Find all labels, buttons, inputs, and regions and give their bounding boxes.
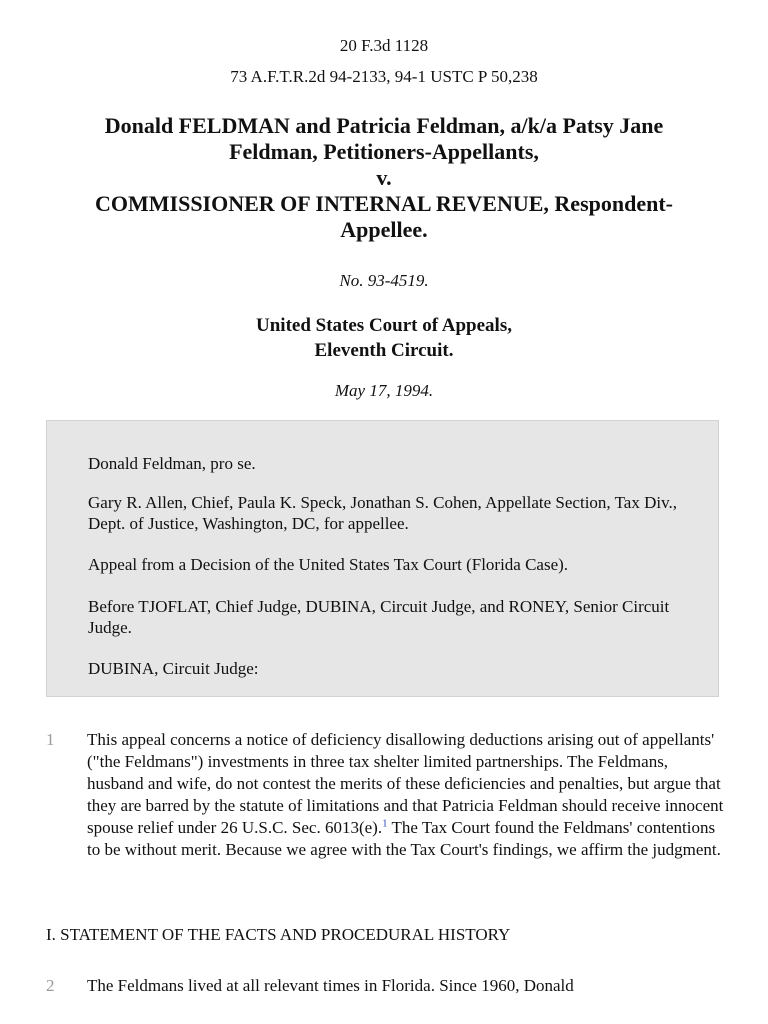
- paragraph-text: This appeal concerns a notice of deficiency disallowing deductions arising out of appellants' ("the Feldmans") investments in three tax shelter limited partnerships. The Feldmans, husband and wife, do not contest the merits of these deficiencies and penalties, but argue that they are barred by the statute of limitations and that Patricia Feldman should receive innocent spouse relief under 26 U.S.C. Sec. 6013(e).: [87, 730, 724, 837]
- prelims-author: DUBINA, Circuit Judge:: [88, 659, 259, 678]
- case-title-line: Feldman, Petitioners-Appellants,: [229, 139, 539, 164]
- case-title: [40, 113, 728, 243]
- court-name: [0, 313, 768, 363]
- case-title-line: v.: [376, 165, 392, 190]
- case-title-line: Donald FELDMAN and Patricia Feldman, a/k/a Patsy Jane: [104, 113, 664, 138]
- case-title-line: Appellee.: [340, 217, 428, 242]
- prelims-panel: Before TJOFLAT, Chief Judge, DUBINA, Circuit Judge, and RONEY, Senior Circuit Judge.: [88, 597, 670, 637]
- prelims-appellant-counsel: Donald Feldman, pro se.: [88, 454, 256, 473]
- paragraph-number: 2: [46, 976, 55, 995]
- opinion-paragraph: [87, 975, 727, 997]
- case-title-line: COMMISSIONER OF INTERNAL REVENUE, Respondent-: [95, 191, 673, 216]
- paragraph-text: The Feldmans lived at all relevant times in Florida. Since 1960, Donald: [87, 976, 574, 995]
- prelims-box: [46, 420, 719, 697]
- decision-date: May 17, 1994.: [334, 381, 434, 400]
- paragraph-text: The Tax Court found the Feldmans' contentions to be without merit. Because we agree with the Tax Court's findings, we affirm the judgment.: [87, 818, 721, 859]
- prelims-appeal-source: Appeal from a Decision of the United States Tax Court (Florida Case).: [88, 555, 569, 574]
- prelims-appellee-counsel: Gary R. Allen, Chief, Paula K. Speck, Jonathan S. Cohen, Appellate Section, Tax Div., Dept. of Justice, Washington, DC, for appellee.: [88, 493, 677, 533]
- docket-number: No. 93-4519.: [339, 271, 429, 290]
- opinion-paragraph: [87, 729, 727, 861]
- paragraph-number: 1: [46, 730, 55, 749]
- court-name-line: Eleventh Circuit.: [314, 340, 454, 361]
- reporter-citation: 20 F.3d 1128: [339, 36, 429, 55]
- court-name-line: United States Court of Appeals,: [256, 315, 512, 336]
- section-heading: I. STATEMENT OF THE FACTS AND PROCEDURAL HISTORY: [46, 925, 511, 944]
- parallel-citation: 73 A.F.T.R.2d 94-2133, 94-1 USTC P 50,238: [230, 67, 538, 86]
- footnote-link[interactable]: 1: [382, 817, 388, 830]
